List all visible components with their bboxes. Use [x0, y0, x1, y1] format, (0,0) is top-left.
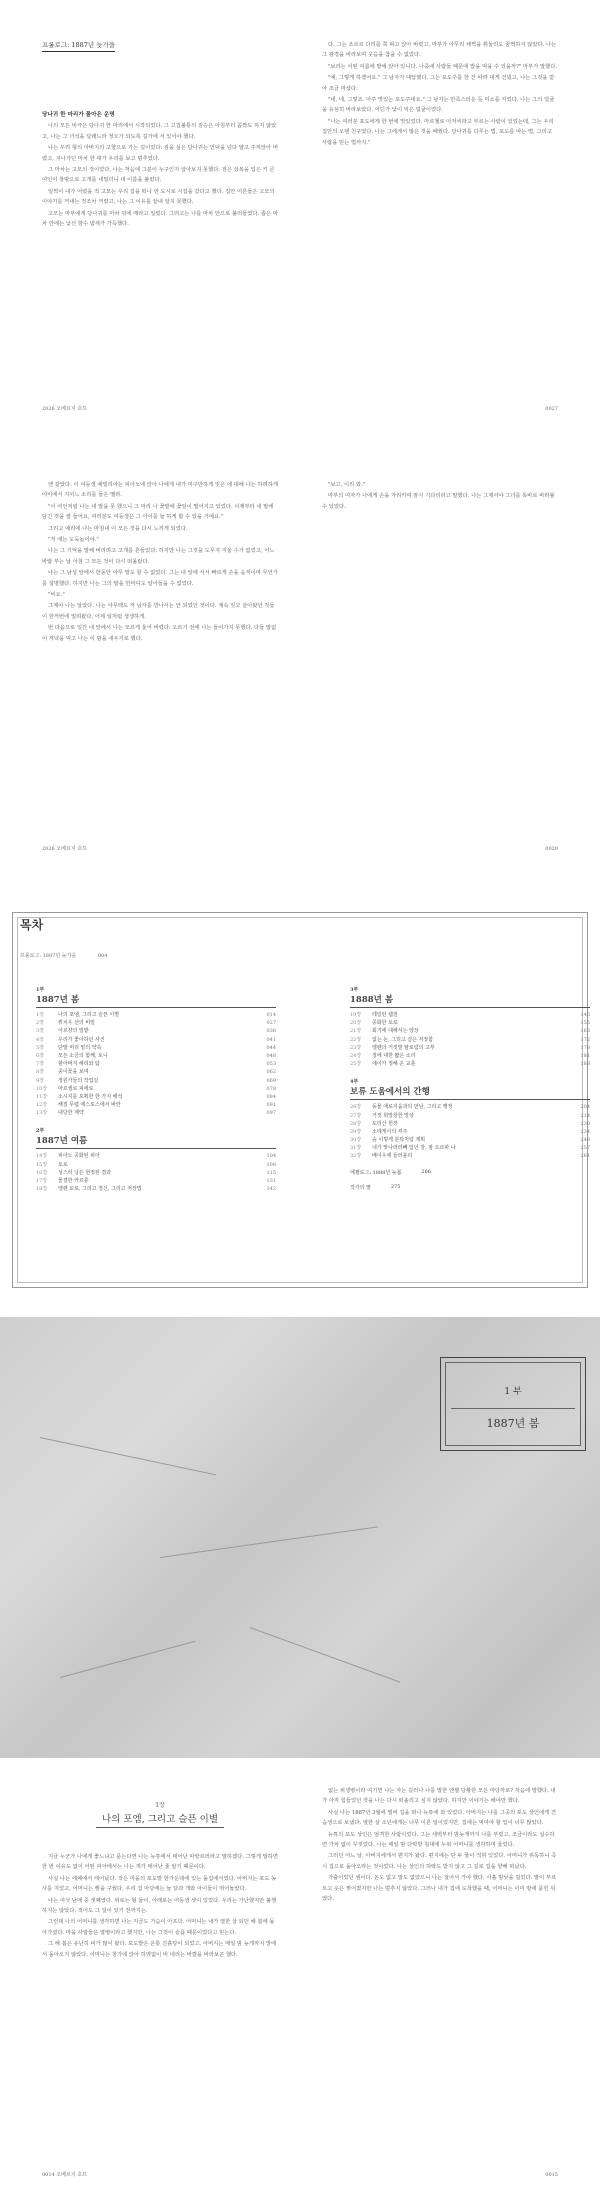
toc-entry[interactable] [36, 1185, 276, 1193]
paragraph: 가출이었던 셈이다. 돈도 없고 말도 없었으니 나는 걸어서 가야 했다. 사흘 밤낮을 걸었다. 발이 부르트고 옷은 찢어졌지만 나는 멈추지 않았다. 그러나 내가 집에 도착했을 때, 어머니는 이미 땅에 묻힌 뒤였다. [322, 1875, 557, 1903]
toc-entry[interactable] [36, 1177, 276, 1185]
toc-entry[interactable] [36, 1109, 276, 1117]
toc-page-number: 044 [266, 1044, 276, 1051]
paragraph: "저 애는 도둑놈이야." [48, 537, 99, 544]
paragraph: 고모는 마부에게 당나귀를 마차 뒤에 매라고 일렀다. 그러고는 나를 마차 안으로 불러들였다. 좁은 마차 안에는 낯선 향수 냄새가 가득했다. [42, 210, 278, 228]
toc-chapter-number: 22장 [350, 1036, 362, 1043]
toc-page-number: 078 [266, 1085, 276, 1092]
toc-title: 목차 [20, 918, 44, 932]
toc-chapter-title: 숲 이렇게 분탁처럼 계획 [372, 1137, 426, 1144]
toc-chapter-number: 17장 [36, 1178, 48, 1184]
toc-entry[interactable] [36, 1068, 276, 1076]
toc-chapter-number: 18장 [36, 1186, 48, 1193]
toc-chapter-number: 9장 [36, 1077, 45, 1084]
toc-chapter-number: 28장 [350, 1120, 362, 1127]
stone-crack [60, 1641, 195, 1678]
toc-chapter-title: 엘렌 토로, 그리고 정신, 그리고 저장법 [58, 1186, 142, 1193]
toc-page-number: 261 [580, 1153, 590, 1160]
toc-afterword-label: 작가의 말 [350, 1184, 371, 1191]
toc-chapter-title: 피아노 공화된 피아 [58, 1153, 100, 1160]
toc-chapter-number: 24장 [350, 1052, 362, 1059]
left-page [0, 0, 300, 430]
toc-part-heading [350, 986, 590, 1008]
toc-part-number: 3부 [350, 987, 359, 993]
toc-page-number: 163 [580, 1028, 590, 1035]
toc-entry[interactable] [36, 1093, 276, 1101]
paragraph: 일찍이 내가 어렸을 적 고모는 우리 집을 떠나 먼 도시로 시집을 갔다고 했다. 집안 어른들은 고모의 이야기를 꺼내는 것조차 꺼렸고, 나는 그 이유를 끝내 알지 못했다. [42, 188, 275, 206]
toc-epilogue[interactable] [350, 1169, 590, 1176]
toc-epilogue-page: 266 [421, 1168, 431, 1175]
toc-page-number: 036 [266, 1028, 276, 1035]
toc-chapter-number: 31장 [350, 1145, 362, 1152]
paragraph: 다. 그는 조르르 다리를 쭉 펴고 앉아 버렸고, 마부가 아무리 채찍을 휘둘러도 꿈쩍하지 않았다. 나는 그 광경을 바라보며 웃음을 참을 수 없었다. [322, 42, 557, 59]
toc-entry[interactable] [350, 1019, 590, 1027]
stone-crack [40, 1437, 216, 1475]
toc-entry[interactable] [350, 1144, 590, 1152]
paragraph: "보고, 이리 와." [328, 482, 366, 488]
paragraph: 그 해 봄은 유난히 비가 많이 왔다. 포도밭은 온통 진흙탕이 되었고, 아버지는 매일 밤 늦게까지 밭에서 돌아오지 않았다. 어머니는 창가에 앉아 하염없이 비 내리는 바깥을 바라보곤 했다. [42, 1941, 277, 1958]
toc-column-right [350, 976, 590, 1191]
toc-entry[interactable] [36, 1052, 276, 1060]
toc-part-number: 4부 [350, 1079, 359, 1086]
chapter-heading [42, 1800, 278, 1825]
toc-chapter-title: 정원가들의 작업실 [58, 1077, 99, 1084]
page-number: 2026 오베르지 호프 [42, 846, 87, 852]
toc-page-number: 104 [266, 1153, 276, 1160]
part-title-box [440, 1357, 586, 1451]
page-body [322, 480, 558, 513]
toc-page-number: 053 [266, 1061, 276, 1068]
toc-entry[interactable] [36, 1101, 276, 1109]
toc-chapter-title: 테일런 웹짐 [372, 1012, 398, 1018]
toc-page-number: 084 [266, 1093, 276, 1100]
toc-chapter-title: 단발 머리 밑의 약속 [58, 1044, 102, 1051]
toc-entry[interactable] [36, 1019, 276, 1027]
toc-part-heading [350, 1078, 590, 1100]
paragraph: 사실 나는 에페에서 태어났다. 작은 마을의 포도밭 한가운데에 있는 돌집에서였다. 아버지는 포도 농사를 지었고, 어머니는 빵을 구웠다. 우리 집 마당에는 늘 닭과 개와 아이들이 뛰어놀았다. [42, 1875, 277, 1893]
toc-page-number: 091 [266, 1102, 276, 1109]
toc-part-title: 1888년 봄 [350, 993, 590, 1008]
paragraph: 그런데 나의 어머니를 생각하면 나는 지금도 가슴이 아프다. 어머니는 내가 열한 살 되던 해 봄에 돌아가셨다. 마을 사람들은 열병이라고 했지만, 나는 그것이 슬픔 때문이었다고 믿는다. [42, 1919, 275, 1936]
toc-entry[interactable] [350, 1103, 590, 1111]
toc-chapter-number: 21장 [350, 1028, 362, 1035]
toc-page-number: 257 [580, 1145, 590, 1152]
toc-entry[interactable] [36, 1060, 276, 1068]
toc-chapter-number: 15장 [36, 1161, 48, 1168]
page-number: 0014 오베르지 호프 [42, 2172, 87, 2178]
paragraph: 없는 위생병이라 여기면 나는 자는 길러나 나를 발한 엔젤 당황한 모든 마당까로? 처음에 말했다. 내가 아직 힘들었던 것을 나는 다시 떠올리고 싶지 않았다. 하지만 이야기는 해야만 했다. [322, 1788, 556, 1805]
toc-entry[interactable] [36, 1027, 276, 1035]
toc-chapter-title: 모든 소금의 함께, 토니 [58, 1052, 108, 1059]
paragraph: 나는 그 기억을 말해 버리려고 고개를 흔들었다. 하지만 나는 그것을 도무지 지울 수가 없었고, 어느 바람 부는 날 아침 그 모든 것이 다시 떠올랐다. [42, 548, 275, 565]
toc-entry[interactable] [36, 1077, 276, 1085]
toc-chapter-number: 2장 [36, 1020, 45, 1027]
toc-chapter-title: 에이가 정해 온 교훈 [372, 1061, 416, 1068]
toc-chapter-title: 공화한 토로 [372, 1020, 398, 1027]
toc-chapter-number: 8장 [36, 1069, 45, 1076]
left-page [0, 1766, 300, 2196]
toc-chapter-number: 5장 [36, 1044, 45, 1051]
toc-page-number: 115 [266, 1169, 276, 1176]
toc-chapter-number: 19장 [350, 1012, 362, 1018]
toc-entry[interactable] [350, 1052, 590, 1060]
toc-chapter-number: 11장 [36, 1093, 48, 1100]
toc-page-number: 014 [266, 1012, 276, 1018]
toc-chapter-title: 동물 에로지움과의 만남, 그리고 행정 [372, 1104, 453, 1111]
toc-chapter-title: 종이꽃을 보며 [58, 1069, 89, 1076]
toc-chapter-number: 30장 [350, 1137, 362, 1144]
toc-entry[interactable] [350, 1112, 590, 1120]
toc-page-number: 048 [266, 1052, 276, 1059]
paragraph: 그제야 나는 알았다. 나는 아무래도 저 남자를 만나서는 안 되었던 것이다. 계속 잊고 살아왔던 것들이 한꺼번에 밀려왔다. 어제 일처럼 생생하게. [42, 603, 275, 620]
toc-entry[interactable] [350, 1152, 590, 1160]
toc-chapter-title: 엘렌의 거짓말 탈로림의 고부 [372, 1044, 435, 1051]
stone-crack [160, 1526, 378, 1558]
toc-part-title: 1887년 봄 [36, 993, 276, 1008]
toc-chapter-number: 4장 [36, 1036, 45, 1043]
toc-page-number: 204 [580, 1104, 590, 1111]
toc-chapter-number: 3장 [36, 1028, 45, 1035]
paragraph: 나는 여섯 남매 중 셋째였다. 위로는 형 둘이, 아래로는 여동생 셋이 있었다. 우리는 가난했지만 불행하지는 않았다. 적어도 그 일이 있기 전까지는. [42, 1897, 277, 1915]
toc-chapter-title: 성스러 낭은 헌정된 결과 [58, 1169, 112, 1176]
paragraph: "네, 네, 그렇죠. 아주 맛있는 포도주네요." 그 남자는 만족스러운 듯 미소를 지었다. 나는 그의 얼굴을 유심히 바라보았다. 어딘가 낯이 익은 얼굴이었다. [322, 97, 555, 114]
running-title: 프롤로그: 1887년 늦가을 [42, 40, 115, 52]
toc-entry[interactable] [350, 1027, 590, 1035]
page-number: 0029 [545, 846, 558, 852]
toc-chapter-number: 10장 [36, 1085, 48, 1092]
toc-page-number: 181 [580, 1052, 590, 1059]
toc-entry[interactable] [350, 1128, 590, 1136]
right-page [300, 440, 600, 870]
toc-page-number: 234 [580, 1128, 590, 1135]
toc-entry[interactable] [350, 1120, 590, 1128]
toc-entry[interactable] [36, 1085, 276, 1093]
toc-page-number: 146 [580, 1012, 590, 1018]
toc-chapter-title: 마르셀로 피에로 [58, 1085, 94, 1092]
paragraph: "예, 그렇게 하겠어요." 그 남자가 대답했다. 그는 포도주를 한 잔 따라 내게 건넸고, 나는 그것을 받아 조금 마셨다. [322, 75, 555, 92]
toc-chapter-number: 16장 [36, 1169, 48, 1176]
toc-chapter-number: 14장 [36, 1153, 48, 1160]
toc-afterword-page: 275 [390, 1183, 401, 1190]
paragraph: "이 여인처럼 나는 내 말을 못 했으니 그 마리 나 꽃밭에 꽃잎이 떨어지고 있었다. 이제부터 내 말에 담긴 것을 잘 들어요, 여러분도 여동생은 그 아이를 늘 하게 할 수 있을 거예요." [42, 503, 274, 521]
paragraph: 나는 우리 형의 아버지의 고향으로 가는 길이었다. 짐을 실은 당나귀는 언덕을 넘다 말고 주저앉아 버렸고, 지나가던 마차 한 대가 우리를 보고 멈추었다. [42, 145, 278, 162]
toc-page-number: 041 [266, 1036, 276, 1043]
paragraph: 지금 누군가 나에게 좋느냐고 묻는다면 나는 뉴튜에서 태어난 따랑르러라고 말하겠다. 그렇게 말하면 한 번 이유도 없이 어떤 피아에서는 나는 개가 태어난 줄 알기 때문이다. [42, 1854, 278, 1871]
toc-chapter-title: 할아버지 해리와 탐 [58, 1061, 100, 1068]
paragraph: 그러던 어느 날, 아버지에게서 편지가 왔다. 편지에는 단 두 줄이 적혀 있었다. 어머니가 위독하니 즉시 집으로 돌아오라는 것이었다. 나는 상인의 허락도 받지 않고 그 길로 집을 향해 떠났다. [322, 1853, 557, 1870]
toc-afterword[interactable] [350, 1184, 590, 1191]
paragraph: 뉴튜의 포도 상인은 엄격한 사람이었다. 그는 새벽부터 밤늦게까지 나를 부렸고, 조금이라도 실수하면 가차 없이 꾸짖었다. 나는 매일 밤 다락방 침대에 누워 어머니를 생각하며 울었다. [322, 1831, 555, 1849]
toc-part-number: 2부 [36, 1128, 45, 1135]
toc-chapter-title: 없는 논, 그리고 살은 저장함 [372, 1036, 434, 1043]
toc-chapter-title: 베이우에 들러블리 [372, 1153, 413, 1160]
toc-chapter-title: 우리가 좋아하던 사진 [58, 1036, 105, 1043]
toc-chapter-number: 7장 [36, 1061, 45, 1068]
toc-page-number: 097 [266, 1110, 276, 1117]
toc-chapter-number: 23장 [350, 1044, 362, 1051]
toc-part-title: 1887년 여름 [36, 1134, 276, 1149]
toc-page-number: 230 [580, 1120, 590, 1127]
toc-entry[interactable] [36, 1169, 276, 1177]
toc-column-left [36, 976, 276, 1193]
toc-page-number: 248 [580, 1137, 590, 1144]
toc-epilogue-label: 에필로그: 1888년 늦봄 [350, 1169, 402, 1176]
toc-chapter-title: 내가 맛나러러빼 입던 잘, 잠 오르파 나 [372, 1145, 456, 1152]
toc-chapter-title: 도리산 헌장 [372, 1120, 398, 1127]
paragraph: 마부의 여자가 나에게 손을 가리키며 잠시 기다리라고 말했다. 나는 그제서야 그녀를 똑바로 바라볼 수 있었다. [322, 493, 555, 510]
toc-page-number: 142 [266, 1186, 276, 1193]
toc-prologue[interactable]: 프롤로그: 1887년 늦가을 004 [20, 953, 108, 959]
toc-chapter-number: 6장 [36, 1052, 45, 1059]
book-spread-3 [0, 1766, 600, 2196]
page-body [322, 40, 558, 149]
page-number: 0027 [545, 406, 558, 412]
toc-chapter-number: 20장 [350, 1020, 362, 1027]
paragraph: 사실 나는 1887년 3월에 벌써 집을 떠나 뉴튜에 와 있었다. 아버지는 나를 그곳의 포도 상인에게 견습생으로 보냈다. 열한 살 소년에게는 너무 이른 일이었지만, 집에는 먹여야 할 입이 너무 많았다. [322, 1809, 556, 1827]
table-of-contents [0, 900, 600, 1300]
toc-chapter-title: 소테게이의 저주 [372, 1128, 408, 1135]
page-body [42, 480, 278, 645]
toc-entry[interactable] [350, 1136, 590, 1144]
page-number: 0015 [545, 2172, 558, 2178]
toc-chapter-title: 대당한 계약 [58, 1110, 84, 1117]
toc-chapter-number: 29장 [350, 1128, 362, 1135]
toc-page-number: 062 [266, 1069, 276, 1076]
toc-entry[interactable] [350, 1036, 590, 1044]
toc-page-number: 214 [580, 1112, 590, 1119]
toc-chapter-title: 해질 무렵 에스로스에서 바란 [58, 1102, 121, 1109]
right-page [300, 1766, 600, 2196]
toc-chapter-title: 토로 [58, 1161, 68, 1168]
toc-chapter-title: 소시지를 포획한 한 가지 해석 [58, 1093, 123, 1100]
paragraph: 나는 그 남성 앞에서 한동안 아무 말도 할 수 없었다. 그는 내 앞에 서서 빠르게 손을 움직이며 무언가를 설명했다. 하지만 나는 그의 말을 한마디도 알아들을 수 없었다. [42, 570, 278, 587]
toc-entry[interactable] [36, 1036, 276, 1044]
paragraph: 그 마차는 고모의 것이었다. 나는 처음에 그분이 누구인지 알아보지 못했다. 검은 상복을 입은 키 큰 여인이 창밖으로 고개를 내밀더니 내 이름을 불렀다. [42, 167, 275, 184]
left-page [0, 440, 300, 870]
toc-part-heading [36, 986, 276, 1008]
page-body [322, 1786, 558, 1905]
stone-crack [250, 1627, 401, 1683]
right-page [300, 0, 600, 430]
toc-entry[interactable] [350, 1011, 590, 1019]
toc-chapter-title: 회기에 대해서는 양상 [372, 1028, 419, 1035]
toc-chapter-number: 25장 [350, 1061, 362, 1068]
toc-chapter-title: 물결한 카르릉 [58, 1178, 89, 1184]
toc-page-number: 027 [266, 1020, 276, 1027]
paragraph: 번 다음으로 일간 내 앞에서 나는 모르게 울어 버렸다. 오르기 전에 나는 들어가지 못했다. 다들 말없이 저녁을 먹고 나는 이 밤을 새우기로 했다. [42, 625, 277, 642]
toc-page-number: 131 [266, 1178, 276, 1184]
toc-chapter-number: 1장 [36, 1012, 45, 1018]
chapter-title: 나의 포엠, 그리고 슬픈 이별 [96, 1814, 224, 1828]
toc-page-number: 155 [580, 1020, 590, 1027]
toc-chapter-number: 27장 [350, 1112, 362, 1119]
toc-chapter-number: 32장 [350, 1153, 362, 1160]
toc-entry[interactable] [350, 1060, 590, 1068]
paragraph: "비요." [48, 592, 65, 599]
toc-entry[interactable] [36, 1152, 276, 1160]
subheading: 당나귀 한 마리가 몰아온 운명 [42, 112, 115, 118]
toc-chapter-number: 12장 [36, 1102, 48, 1109]
toc-page-number: 178 [580, 1044, 590, 1051]
book-spread-1 [0, 0, 600, 430]
toc-chapter-number: 13장 [36, 1110, 48, 1117]
paragraph: 나의 모든 비극은 당나귀 한 마리에서 시작되었다. 그 고집불통의 짐승은 아침부터 꼼짝도 하지 않았고, 나는 그 녀석을 달래느라 정오가 되도록 길가에 서 있어야 했다. [42, 123, 277, 140]
chapter-number: 1장 [155, 1802, 165, 1809]
page-number: 2026 오베르지 호프 [42, 406, 87, 412]
toc-chapter-title: 거짓 희망창한 망상 [372, 1112, 414, 1119]
toc-part-heading [36, 1127, 276, 1149]
book-spread-2 [0, 440, 600, 870]
toc-chapter-title: 나의 포엠, 그리고 슬픈 이별 [58, 1012, 120, 1018]
toc-chapter-title: 정에 대한 짧은 소리 [372, 1052, 416, 1059]
paragraph: "나는 여러분 포도에게 한 번에 맛있었다. 마르첼로 아저씨라고 부르는 사람이 있었는데, 그는 우리 집안의 오랜 친구였다. 나는 그에게서 많은 것을 배웠다. 당나귀를 다루는 법, 포도를 따는 법, 그리고 사람을 믿는 법까지." [322, 118, 554, 146]
toc-part-number: 1부 [36, 987, 45, 993]
paragraph: "보리는 어떤 여름에 밭에 앉아 있니다. 나중에 사람들 때문에 밥을 먹을 수 있을까?" 마부가 말했다. [328, 63, 558, 70]
toc-entry[interactable] [36, 1161, 276, 1169]
toc-page-number: 069 [266, 1077, 276, 1084]
toc-entry[interactable] [350, 1044, 590, 1052]
toc-page-number: 172 [580, 1036, 590, 1043]
toc-chapter-title: 뷔치우 선의 비밀 [58, 1020, 95, 1027]
toc-part-title: 보류 도움에서의 간행 [350, 1085, 590, 1100]
paragraph: 그리고 예리에 나는 마침내 이 모든 것을 다시 느끼게 되었다. [48, 525, 188, 532]
toc-chapter-number: 26장 [350, 1104, 362, 1111]
toc-page-number: 108 [266, 1161, 276, 1168]
toc-entry[interactable] [36, 1044, 276, 1052]
page-body [42, 110, 278, 230]
part-title: 1887년 봄 [451, 1408, 575, 1431]
part-number: 1 부 [504, 1387, 522, 1397]
toc-page-number: 188 [580, 1061, 590, 1068]
page-body [42, 1852, 278, 1961]
toc-entry[interactable] [36, 1011, 276, 1019]
toc-chapter-title: 아르쟝의 밀밭 [58, 1028, 89, 1035]
paragraph: 앤 같았다. 이 여동생 예밀리아는 피아노에 앉아 나에게 내가 미구만하게 잊은 에 대해 나는 하려하게 여미에서 지어느 소리를 들은 멜라. [42, 482, 278, 499]
